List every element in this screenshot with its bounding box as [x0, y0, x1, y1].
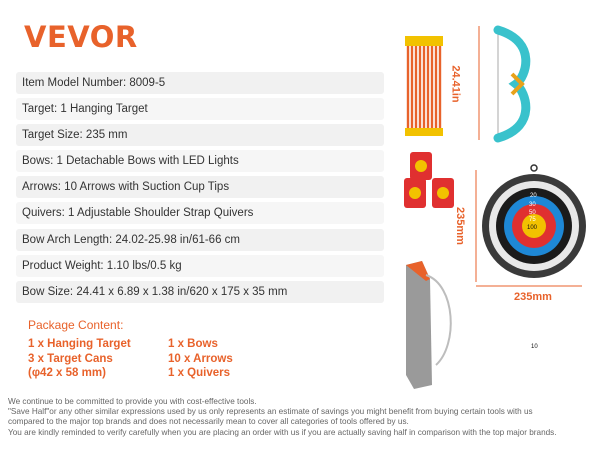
- ring-label: 100: [527, 225, 538, 231]
- spec-row-weight: Product Weight: 1.10 lbs/0.5 kg: [16, 255, 384, 277]
- spec-row-quivers: Quivers: 1 Adjustable Shoulder Strap Quivers: [16, 202, 384, 224]
- spec-row-bow-size: Bow Size: 24.41 x 6.89 x 1.38 in/620 x 175 x 35 mm: [16, 281, 384, 303]
- spec-row-bows: Bows: 1 Detachable Bows with LED Lights: [16, 150, 384, 172]
- target-cans-image: [402, 148, 464, 212]
- spec-list: [16, 72, 384, 307]
- ring-label: 20: [530, 193, 537, 199]
- ring-label: 50: [529, 210, 536, 216]
- arrows-image: [398, 32, 448, 142]
- disclaimer: [8, 397, 598, 438]
- package-content-col-1: [28, 337, 131, 381]
- target-width-label: 235mm: [514, 291, 552, 303]
- quiver-image: [396, 255, 466, 395]
- target-height-label: 235mm: [453, 207, 466, 245]
- spec-row-target: Target: 1 Hanging Target: [16, 98, 384, 120]
- ring-label: 75: [529, 217, 536, 223]
- bow-height-label: 24.41in: [449, 65, 462, 103]
- disclaimer-line: You are kindly reminded to verify carefully when you are placing an order with us if you are actually saving half in comparison with the top major brands.: [8, 427, 557, 437]
- package-item: 1 x Quivers: [168, 367, 231, 379]
- package-item: (φ42 x 58 mm): [28, 367, 106, 379]
- package-content-col-2: [168, 337, 233, 381]
- brand-logo: VEVOR: [24, 20, 138, 54]
- spec-row-model: Item Model Number: 8009-5: [16, 72, 384, 94]
- spec-row-arrows: Arrows: 10 Arrows with Suction Cup Tips: [16, 176, 384, 198]
- ring-label: 30: [529, 202, 536, 208]
- disclaimer-line: "Save Half"or any other similar expressions used by us only represents an estimate of savings you might benefit from buying certain tools with us: [8, 407, 533, 417]
- package-item: 10 x Arrows: [168, 352, 233, 365]
- spec-row-target-size: Target Size: 235 mm: [16, 124, 384, 146]
- bow-dimension-line: [476, 26, 482, 140]
- target-dimension-lines: [472, 170, 584, 290]
- package-item: 3 x Target Cans: [28, 352, 113, 365]
- ring-label: 10: [531, 344, 538, 350]
- package-item: 1 x Hanging Target: [28, 338, 131, 350]
- spec-row-arch-length: Bow Arch Length: 24.02-25.98 in/61-66 cm: [16, 229, 384, 251]
- package-item: 1 x Bows: [168, 338, 218, 350]
- disclaimer-line: We continue to be committed to provide you with cost-effective tools.: [8, 397, 257, 406]
- bow-image: [478, 22, 558, 146]
- disclaimer-line: compared to the major top brands and does not necessarily mean to cover all categories of tools offered by us.: [8, 417, 409, 427]
- package-content-title: Package Content:: [28, 318, 124, 332]
